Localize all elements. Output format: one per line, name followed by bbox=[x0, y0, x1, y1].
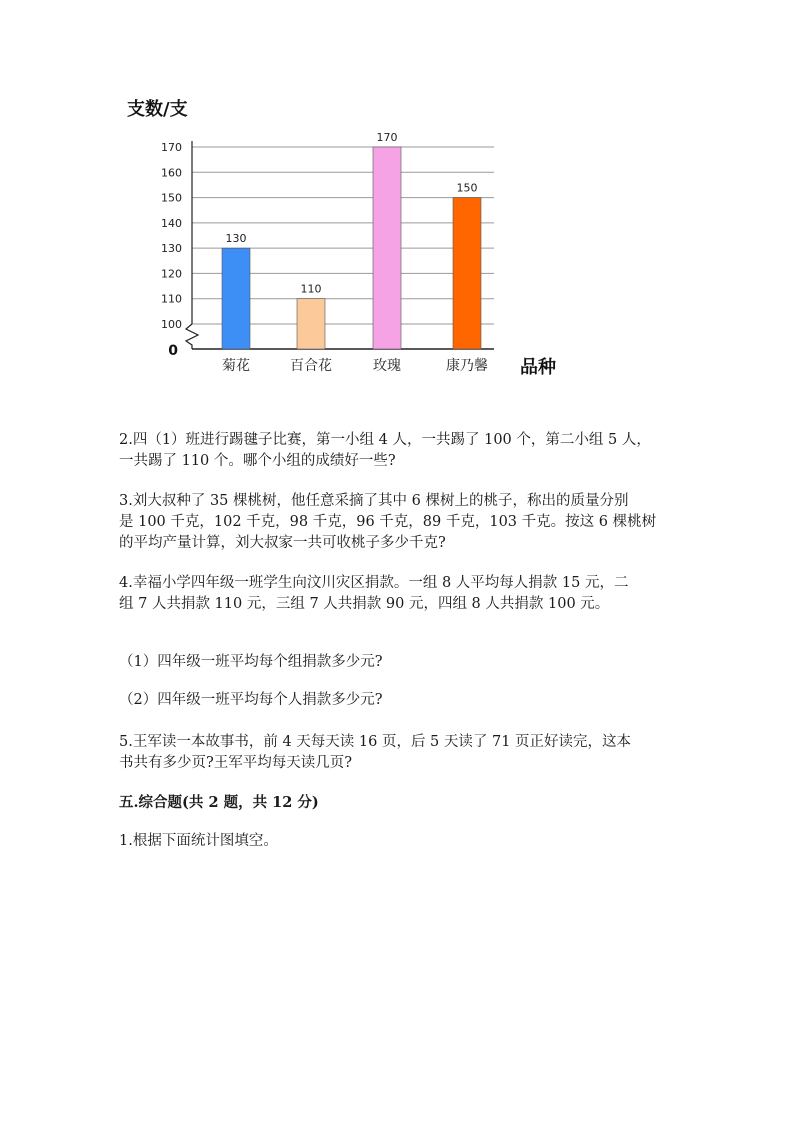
data-label: 110 bbox=[300, 282, 322, 296]
y-tick-label: 110 bbox=[161, 292, 182, 306]
y-tick-label: 160 bbox=[161, 166, 182, 180]
x-tick-label: 百合花 bbox=[290, 358, 332, 374]
y-axis-break bbox=[186, 324, 198, 349]
section-5-title: 五.综合题(共 2 题，共 12 分) bbox=[119, 794, 319, 811]
question-4-line-2: 组 7 人共捐款 110 元，三组 7 人共捐款 90 元，四组 8 人共捐款 100 元。 bbox=[119, 596, 610, 612]
x-tick-label: 康乃馨 bbox=[446, 358, 488, 374]
x-tick-label: 菊花 bbox=[222, 358, 250, 374]
bar-2 bbox=[297, 299, 325, 349]
origin-label: 0 bbox=[168, 343, 178, 359]
bar-3 bbox=[373, 147, 401, 349]
x-tick-label: 玫瑰 bbox=[373, 358, 401, 374]
question-5-line-1: 5.王军读一本故事书，前 4 天每天读 16 页，后 5 天读了 71 页正好读完，这本 bbox=[119, 734, 632, 750]
data-label: 170 bbox=[376, 131, 398, 144]
data-label: 130 bbox=[225, 232, 247, 246]
question-5-line-2: 书共有多少页?王军平均每天读几页? bbox=[119, 755, 353, 771]
bar-1 bbox=[222, 248, 250, 349]
x-axis-label: 品种 bbox=[520, 357, 556, 378]
question-4-sub-2: （2）四年级一班平均每个人捐款多少元? bbox=[119, 692, 383, 708]
y-tick-label: 170 bbox=[161, 141, 182, 154]
question-5 bbox=[119, 732, 689, 774]
y-tick-label: 150 bbox=[161, 191, 182, 205]
bar-4 bbox=[453, 198, 481, 349]
question-3-line-3: 的平均产量计算，刘大叔家一共可收桃子多少千克? bbox=[119, 535, 446, 551]
question-3 bbox=[119, 491, 689, 554]
question-3-line-1: 3.刘大叔种了 35 棵桃树，他任意采摘了其中 6 棵树上的桃子，称出的质量分别 bbox=[119, 493, 629, 509]
question-4-sub-1: （1）四年级一班平均每个组捐款多少元? bbox=[119, 654, 383, 670]
y-tick-label: 130 bbox=[161, 242, 182, 256]
y-tick-label: 140 bbox=[161, 216, 182, 230]
y-axis-label: 支数/支 bbox=[127, 99, 188, 120]
question-4-line-1: 4.幸福小学四年级一班学生向汶川灾区捐款。一组 8 人平均每人捐款 15 元，二 bbox=[119, 575, 629, 591]
question-2 bbox=[119, 430, 689, 472]
question-4 bbox=[119, 573, 689, 615]
question-3-line-2: 是 100 千克，102 千克，98 千克，96 千克，89 千克，103 千克。按这 6 棵桃树 bbox=[119, 514, 657, 530]
bar-chart bbox=[0, 0, 794, 400]
section-5-question-1: 1.根据下面统计图填空。 bbox=[119, 833, 278, 849]
question-2-line-1: 2.四（1）班进行踢毽子比赛，第一小组 4 人，一共踢了 100 个，第二小组 5 人， bbox=[119, 432, 651, 448]
data-label: 150 bbox=[456, 181, 478, 195]
y-tick-label: 120 bbox=[161, 267, 182, 281]
y-tick-label: 100 bbox=[161, 318, 182, 331]
question-2-line-2: 一共踢了 110 个。哪个小组的成绩好一些? bbox=[119, 453, 396, 469]
